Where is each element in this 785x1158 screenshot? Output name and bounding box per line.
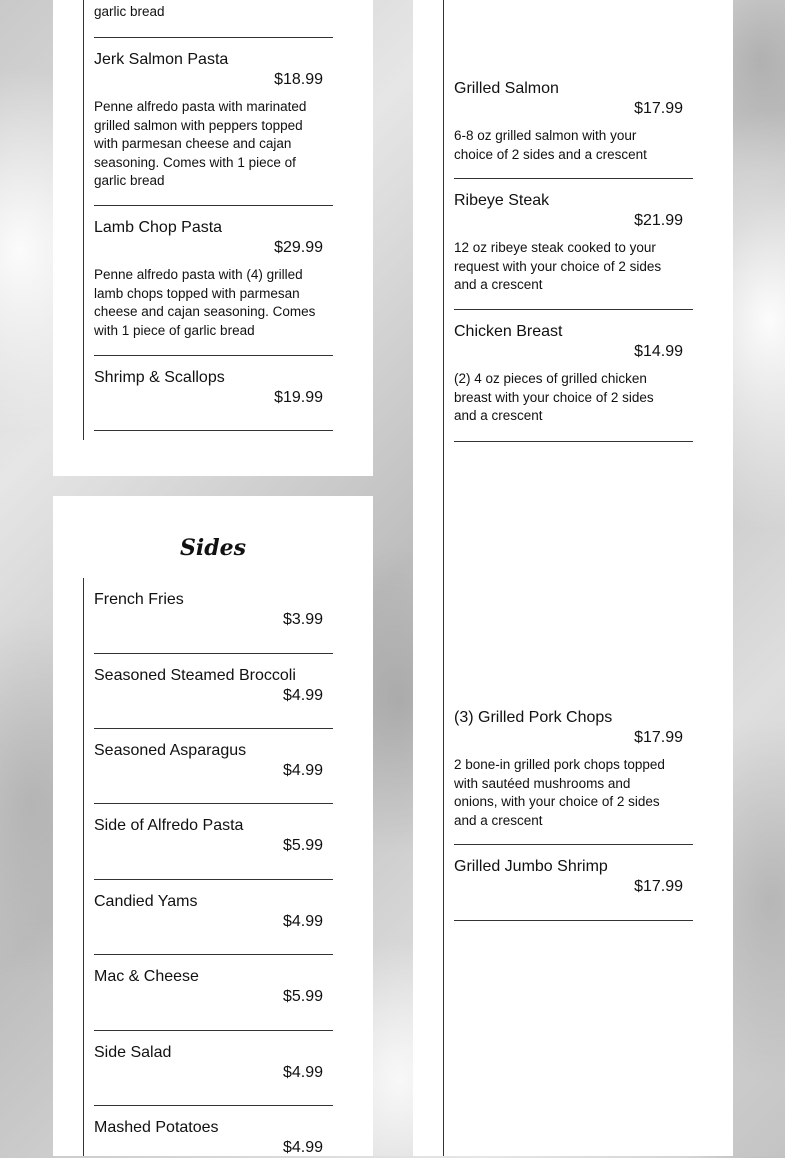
menu-item-candied-yams <box>94 892 333 932</box>
menu-item-desc: 12 oz ribeye steak cooked to your request with your choice of 2 sides and a crescent <box>454 240 662 293</box>
menu-item-price: $3.99 <box>282 611 323 628</box>
menu-item-grilled-salmon <box>454 79 693 164</box>
pasta-menu-divider <box>83 0 84 440</box>
menu-rule <box>94 430 333 431</box>
sides-menu-divider <box>83 578 84 1156</box>
menu-item-mashed-potatoes <box>94 1118 333 1158</box>
menu-item-price: $29.99 <box>274 239 323 256</box>
menu-item-grilled-jumbo-shrimp <box>454 857 693 897</box>
menu-item-price: $18.99 <box>274 71 323 88</box>
menu-item-ribeye-steak <box>454 191 693 295</box>
menu-rule <box>94 37 333 38</box>
menu-rule <box>94 355 333 356</box>
menu-item-price: $21.99 <box>634 212 683 229</box>
menu-item-price: $17.99 <box>634 100 683 117</box>
menu-item-name: Ribeye Steak <box>454 192 550 209</box>
menu-rule <box>94 1105 333 1106</box>
menu-item-price: $5.99 <box>282 837 323 854</box>
menu-item-shrimp-scallops <box>94 368 333 408</box>
menu-item-jerk-salmon-pasta <box>94 50 333 191</box>
menu-item-name: (3) Grilled Pork Chops <box>454 709 613 726</box>
menu-item-name: Shrimp & Scallops <box>94 369 225 386</box>
menu-item-price: $4.99 <box>282 687 323 704</box>
menu-item-price: $4.99 <box>282 913 323 930</box>
menu-item-name: Seasoned Asparagus <box>94 742 247 759</box>
menu-item-seasoned-asparagus <box>94 741 333 781</box>
menu-item-lamb-chop-pasta <box>94 218 333 340</box>
menu-rule <box>94 205 333 206</box>
menu-item-price: $4.99 <box>282 1064 323 1081</box>
previous-item-desc-tail: garlic bread <box>94 4 165 19</box>
menu-rule <box>454 178 693 179</box>
menu-item-desc: Penne alfredo pasta with (4) grilled lamb chops topped with parmesan cheese and cajan seasoning. Comes with 1 piece of garlic bread <box>94 267 316 338</box>
menu-item-desc: 6-8 oz grilled salmon with your choice of 2 sides and a crescent <box>454 128 647 162</box>
menu-item-name: Grilled Jumbo Shrimp <box>454 858 608 875</box>
menu-item-mac-cheese <box>94 967 333 1007</box>
menu-rule <box>454 844 693 845</box>
menu-item-side-salad <box>94 1043 333 1083</box>
menu-item-price: $14.99 <box>634 343 683 360</box>
menu-rule <box>94 1030 333 1031</box>
menu-rule <box>94 879 333 880</box>
menu-item-name: Seasoned Steamed Broccoli <box>94 667 296 684</box>
menu-item-price: $17.99 <box>634 729 683 746</box>
menu-item-name: Side of Alfredo Pasta <box>94 817 244 834</box>
menu-item-name: Mac & Cheese <box>94 968 199 985</box>
menu-item-name: Chicken Breast <box>454 323 563 340</box>
menu-rule <box>94 954 333 955</box>
menu-item-price: $19.99 <box>274 389 323 406</box>
menu-item-french-fries <box>94 590 333 630</box>
menu-item-name: Grilled Salmon <box>454 80 559 97</box>
menu-item-name: Candied Yams <box>94 893 198 910</box>
menu-item-seasoned-steamed-broccoli <box>94 666 333 706</box>
menu-item-price: $5.99 <box>282 988 323 1005</box>
menu-rule <box>94 728 333 729</box>
menu-item-name: Side Salad <box>94 1044 172 1061</box>
menu-rule <box>454 920 693 921</box>
menu-item-name: Lamb Chop Pasta <box>94 219 223 236</box>
menu-item-price: $4.99 <box>282 1139 323 1156</box>
menu-item-grilled-pork-chops <box>454 708 693 830</box>
menu-rule <box>94 803 333 804</box>
sides-title: Sides <box>179 535 246 561</box>
menu-item-price: $4.99 <box>282 762 323 779</box>
entrees-menu-card <box>413 0 733 1156</box>
menu-item-price: $17.99 <box>634 878 683 895</box>
menu-item-side-of-alfredo-pasta <box>94 816 333 856</box>
menu-item-chicken-breast <box>454 322 693 426</box>
menu-rule <box>454 309 693 310</box>
menu-rule <box>454 441 693 442</box>
menu-item-desc: (2) 4 oz pieces of grilled chicken breast with your choice of 2 sides and a crescent <box>454 371 654 424</box>
entrees-menu-divider <box>443 0 444 1156</box>
menu-rule <box>94 653 333 654</box>
menu-item-desc: 2 bone-in grilled pork chops topped with sautéed mushrooms and onions, with your choice of 2 sides and a crescent <box>454 757 665 828</box>
menu-item-desc: Penne alfredo pasta with marinated grilled salmon with peppers topped with parmesan cheese and cajan seasoning. Comes with 1 piece of garlic bread <box>94 99 307 189</box>
menu-item-name: Mashed Potatoes <box>94 1119 219 1136</box>
menu-item-name: Jerk Salmon Pasta <box>94 51 229 68</box>
menu-item-name: French Fries <box>94 591 184 608</box>
